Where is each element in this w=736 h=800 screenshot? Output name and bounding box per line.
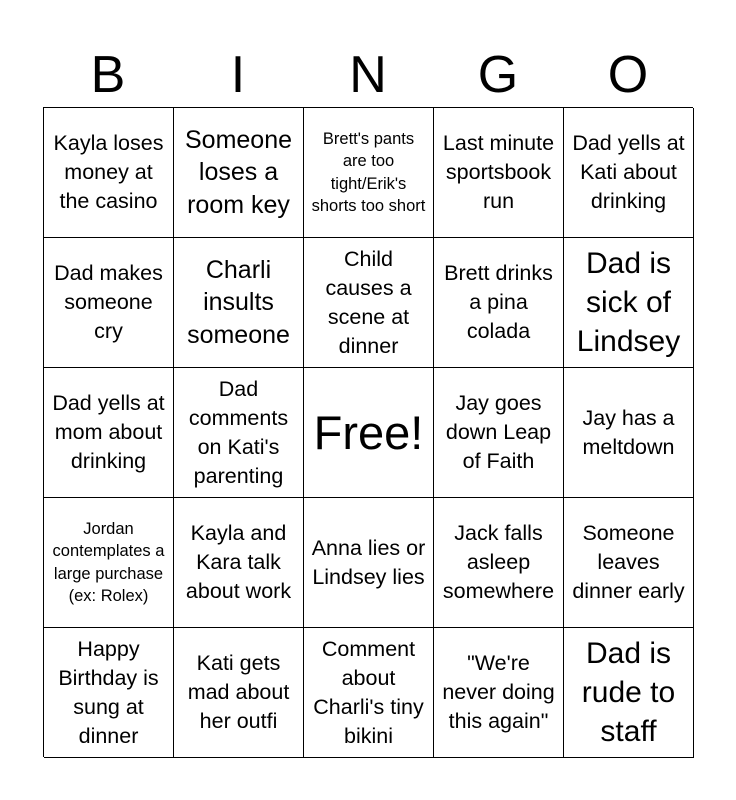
- bingo-cell-r1c4[interactable]: [434, 108, 564, 238]
- header-letter-i: I: [230, 46, 246, 104]
- bingo-board: [43, 107, 693, 757]
- bingo-cell-r2c1[interactable]: [44, 238, 174, 368]
- bingo-cell-r4c1[interactable]: [44, 498, 174, 628]
- cell-text: Kati gets mad about her outfi: [187, 651, 290, 733]
- bingo-cell-r4c3[interactable]: [304, 498, 434, 628]
- cell-text: Someone leaves dinner early: [572, 521, 685, 603]
- header-letter-n: N: [349, 46, 387, 104]
- cell-text: Child causes a scene at dinner: [325, 246, 412, 358]
- cell-text: Dad is sick of Lindsey: [576, 247, 681, 358]
- bingo-cell-r4c5[interactable]: [564, 498, 694, 628]
- cell-text: Anna lies or Lindsey lies: [311, 535, 426, 589]
- bingo-cell-free[interactable]: [304, 368, 434, 498]
- bingo-cell-r5c4[interactable]: [434, 628, 564, 758]
- cell-text: "We're never doing this again": [442, 651, 555, 733]
- bingo-header: [43, 42, 693, 108]
- cell-text: Kayla loses money at the casino: [53, 131, 164, 213]
- cell-text: Brett drinks a pina colada: [444, 261, 553, 343]
- header-letter-b: B: [90, 46, 126, 104]
- cell-text: Jordan contemplates a large purchase (ex: Rolex): [52, 519, 165, 605]
- bingo-cell-r2c5[interactable]: [564, 238, 694, 368]
- bingo-cell-r5c3[interactable]: [304, 628, 434, 758]
- bingo-cell-r5c2[interactable]: [174, 628, 304, 758]
- cell-text: Someone loses a room key: [184, 125, 293, 219]
- cell-text: Jack falls asleep somewhere: [442, 521, 555, 603]
- bingo-cell-r3c4[interactable]: [434, 368, 564, 498]
- cell-text: Dad yells at Kati about drinking: [572, 131, 685, 213]
- cell-text: Dad comments on Kati's parenting: [188, 376, 289, 488]
- cell-text: Kayla and Kara talk about work: [185, 521, 292, 603]
- cell-text: Jay goes down Leap of Faith: [445, 391, 552, 473]
- bingo-cell-r3c5[interactable]: [564, 368, 694, 498]
- bingo-cell-r4c2[interactable]: [174, 498, 304, 628]
- bingo-cell-r1c1[interactable]: [44, 108, 174, 238]
- cell-text: Jay has a meltdown: [582, 405, 675, 459]
- bingo-cell-r3c1[interactable]: [44, 368, 174, 498]
- bingo-cell-r3c2[interactable]: [174, 368, 304, 498]
- bingo-cell-r2c2[interactable]: [174, 238, 304, 368]
- header-letter-g: G: [477, 46, 519, 104]
- bingo-cell-r1c3[interactable]: [304, 108, 434, 238]
- bingo-cell-r2c4[interactable]: [434, 238, 564, 368]
- cell-text: Charli insults someone: [187, 255, 290, 349]
- bingo-cell-r1c2[interactable]: [174, 108, 304, 238]
- cell-text: Happy Birthday is sung at dinner: [58, 636, 159, 748]
- header-letter-o: O: [607, 46, 649, 104]
- bingo-cell-r1c5[interactable]: [564, 108, 694, 238]
- cell-text: Comment about Charli's tiny bikini: [313, 636, 424, 748]
- bingo-cell-r2c3[interactable]: [304, 238, 434, 368]
- bingo-cell-r5c5[interactable]: [564, 628, 694, 758]
- cell-text: Brett's pants are too tight/Erik's shorts too short: [311, 129, 426, 215]
- bingo-cell-r4c4[interactable]: [434, 498, 564, 628]
- cell-text: Dad yells at mom about drinking: [52, 391, 165, 473]
- free-space-label: Free!: [313, 405, 424, 459]
- cell-text: Dad is rude to staff: [581, 637, 676, 748]
- cell-text: Dad makes someone cry: [54, 261, 163, 343]
- bingo-cell-r5c1[interactable]: [44, 628, 174, 758]
- cell-text: Last minute sportsbook run: [442, 131, 555, 213]
